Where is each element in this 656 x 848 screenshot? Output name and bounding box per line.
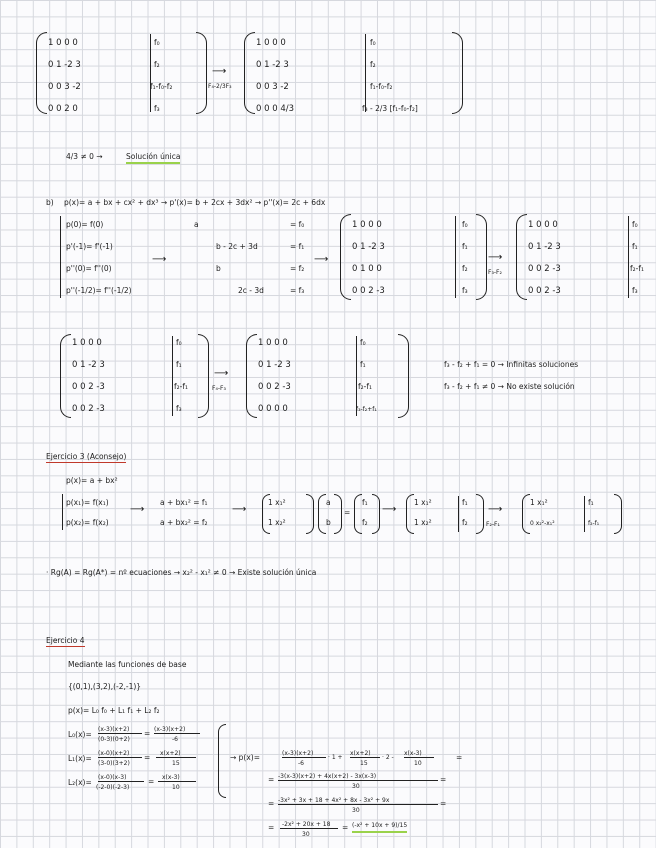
r4-den: 30 [302, 831, 310, 838]
m6-row-4: 0 0 0 0 [258, 404, 288, 414]
r1-a-num: (x-3)(x+2) [282, 750, 314, 757]
arrow-icon: ⟶ [214, 368, 229, 379]
augment-bar [365, 34, 366, 112]
m4-row-3: 0 0 2 -3 [528, 264, 561, 274]
m5-rhs-4: f₃ [176, 404, 182, 413]
L2-num: (x-0)(x-3) [98, 774, 127, 781]
augment-bar [628, 216, 629, 298]
system-brace [60, 216, 61, 298]
ej4-points: {(0,1),(3,2),(-2,-1)} [68, 682, 142, 691]
m4-rhs-1: f₀ [632, 220, 638, 229]
r4-result: (-x² + 10x + 9)/15 [352, 821, 407, 833]
ej3-mB-row-2: 1 x₂² [414, 518, 432, 527]
L0-label: L₀(x)= [68, 730, 92, 739]
sys-rhs-1: = f₀ [290, 220, 305, 229]
m6-rhs-4: f₃-f₂+f₁ [356, 406, 377, 413]
r1-c-num: x(x-3) [404, 750, 422, 757]
arrow-icon: ⟶ [152, 254, 167, 265]
m5-row-4: 0 0 2 -3 [72, 404, 105, 414]
L0-den: (0-3)(0+2) [98, 736, 130, 743]
row-op-1: F₄-2/3F₃ [208, 83, 232, 90]
r3-den: 30 [352, 807, 360, 814]
ej3-mB-rhs-1: f₁ [462, 498, 468, 507]
ej3-eq-2: a + bx₂² = f₂ [160, 518, 208, 527]
m5-rhs-2: f₁ [176, 360, 182, 369]
m6-rhs-2: f₁ [360, 360, 366, 369]
conclusion-infinite: f₃ - f₂ + f₁ = 0 → Infinitas soluciones [444, 360, 579, 369]
fraction-bar [98, 733, 142, 734]
L2-label: L₂(x)= [68, 778, 92, 787]
ej4-px: p(x)= L₀ f₀ + L₁ f₁ + L₂ f₂ [68, 706, 160, 715]
L1-den2: 15 [172, 760, 180, 767]
ej3-mC-rhs-1: f₁ [588, 498, 594, 507]
bracket-left [36, 32, 47, 114]
bracket-right [196, 32, 207, 114]
augment-bar [455, 216, 456, 298]
m5-row-3: 0 0 2 -3 [72, 382, 105, 392]
m6-row-2: 0 1 -2 3 [258, 360, 291, 370]
part-b-header: p(x)= a + bx + cx² + dx³ → p'(x)= b + 2cx + 3dx² → p''(x)= 2c + 6dx [64, 198, 326, 207]
ej3-mC-rhs-2: f₂-f₁ [588, 520, 600, 527]
m2-rhs-2: f₂ [370, 60, 376, 69]
bracket-left [516, 214, 527, 300]
L1-label: L₁(x)= [68, 754, 92, 763]
L0-den2: -6 [172, 736, 178, 743]
ej3-mA-row-2: 1 x₂² [268, 518, 286, 527]
bracket-right [476, 494, 484, 534]
bracket-right [452, 32, 463, 114]
r1-mid2: · 2 - [382, 754, 394, 761]
m6-row-3: 0 0 2 -3 [258, 382, 291, 392]
fraction-bar [98, 781, 144, 782]
m6-rhs-3: f₂-f₁ [358, 382, 373, 391]
m6-rhs-1: f₀ [360, 338, 366, 347]
m1-rhs-1: f₀ [154, 38, 160, 47]
conclusion-none: f₃ - f₂ + f₁ ≠ 0 → No existe solución [444, 382, 575, 391]
fraction-bar [158, 781, 196, 782]
bracket-right [476, 214, 487, 300]
bracket-right [306, 494, 314, 534]
m3-row-2: 0 1 -2 3 [352, 242, 385, 252]
arrow-icon: ⟶ [488, 252, 503, 263]
r1-b-den: 15 [360, 760, 368, 767]
arrow-icon: ⟶ [382, 504, 397, 515]
bracket-left [354, 494, 362, 534]
ej3-cond-1: p(x₁)= f(x₁) [66, 498, 109, 507]
sys-rhs-2: = f₁ [290, 242, 305, 251]
L1-den: (3-0)(3+2) [98, 760, 130, 767]
fraction-bar [350, 757, 380, 758]
m4-row-1: 1 0 0 0 [528, 220, 558, 230]
m2-rhs-1: f₀ [370, 38, 376, 47]
m6-row-1: 1 0 0 0 [258, 338, 288, 348]
m1-rhs-2: f₂ [154, 60, 160, 69]
augment-bar [150, 34, 151, 112]
system-brace [62, 494, 63, 530]
r1-a-den: -6 [298, 760, 304, 767]
m2-row-3: 0 0 3 -2 [256, 82, 289, 92]
m4-rhs-2: f₁ [632, 242, 638, 251]
arrow-icon: ⟶ [130, 504, 145, 515]
bracket-right [614, 494, 622, 534]
m2-row-1: 1 0 0 0 [256, 38, 286, 48]
L0-equals: = [144, 729, 151, 738]
bracket-right [372, 494, 380, 534]
r4-num: -2x² + 20x + 18 [282, 821, 331, 828]
fraction-bar [404, 757, 434, 758]
bracket-left [60, 334, 71, 418]
r2-equals: = [268, 775, 275, 784]
m5-rhs-3: f₂-f₁ [174, 382, 189, 391]
m1-row-3: 0 0 3 -2 [48, 82, 81, 92]
L0-num: (x-3)(x+2) [98, 726, 130, 733]
arrow-icon: ⟶ [232, 504, 247, 515]
r2-den: 30 [352, 783, 360, 790]
brace-icon [218, 724, 226, 798]
L1-num2: x(x+2) [160, 750, 181, 757]
L2-den2: 10 [172, 784, 180, 791]
m4-row-2: 0 1 -2 3 [528, 242, 561, 252]
m2-row-4: 0 0 0 4/3 [256, 104, 295, 114]
m3-row-4: 0 0 2 -3 [352, 286, 385, 296]
r3-num: -3x² + 3x + 18 + 4x² + 8x - 3x² + 9x [278, 797, 390, 804]
augment-bar [458, 496, 459, 532]
fraction-bar [282, 757, 326, 758]
r1-b-num: x(x+2) [350, 750, 371, 757]
ej3-rank-conclusion: · Rg(A) = Rg(A*) = nº ecuaciones → x₂² - x₁² ≠ 0 → Existe solución única [46, 568, 317, 577]
r1-end: = [456, 753, 463, 762]
m3-rhs-3: f₂ [462, 264, 468, 273]
r4-eq: = [342, 823, 349, 832]
r3-end: = [440, 799, 447, 808]
m2-rhs-3: f₁-f₀-f₂ [370, 82, 393, 91]
ej3-p: p(x)= a + bx² [66, 476, 118, 485]
m3-row-3: 0 1 0 0 [352, 264, 382, 274]
bracket-right [198, 334, 209, 418]
row-op-2: F₃-F₂ [488, 269, 502, 276]
ej3-mB-rhs-2: f₂ [462, 518, 468, 527]
ej4-title: Ejercicio 4 [46, 636, 85, 645]
sys-lhs-4: 2c - 3d [238, 286, 264, 295]
m5-row-2: 0 1 -2 3 [72, 360, 105, 370]
L2-num2: x(x-3) [162, 774, 180, 781]
arrow-icon: ⟶ [314, 254, 329, 265]
m3-rhs-4: f₃ [462, 286, 468, 295]
m4-row-4: 0 0 2 -3 [528, 286, 561, 296]
bracket-left [522, 494, 530, 534]
sys-lhs-3: b [216, 264, 221, 273]
cond-1: p(0)= f(0) [66, 220, 104, 229]
r1-mid: · 1 + [328, 754, 343, 761]
cond-2: p'(-1)= f'(-1) [66, 242, 113, 251]
m4-rhs-4: f₃ [632, 286, 638, 295]
m3-rhs-1: f₀ [462, 220, 468, 229]
m3-row-1: 1 0 0 0 [352, 220, 382, 230]
bracket-left [406, 494, 414, 534]
ej3-vf-2: f₂ [362, 518, 368, 527]
augment-bar [356, 336, 357, 416]
bracket-left [244, 32, 255, 114]
ej3-mB-row-1: 1 x₁² [414, 498, 432, 507]
row-op-3: F₄-F₃ [212, 385, 226, 392]
cond-3: p''(0)= f''(0) [66, 264, 112, 273]
m1-row-1: 1 0 0 0 [48, 38, 78, 48]
ej3-title: Ejercicio 3 (Aconsejo) [46, 452, 127, 461]
r1-pre: → p(x)= [230, 753, 261, 762]
sys-lhs-2: b - 2c + 3d [216, 242, 258, 251]
m1-rhs-4: f₃ [154, 104, 160, 113]
ej4-line1: Mediante las funciones de base [68, 660, 187, 669]
m1-row-2: 0 1 -2 3 [48, 60, 81, 70]
equals-sign: = [344, 508, 351, 517]
arrow-icon: ⟶ [212, 66, 227, 77]
ej3-mC-row-2: 0 x₂²-x₁² [530, 520, 555, 527]
r4-equals: = [268, 823, 275, 832]
ej3-eq-1: a + bx₁² = f₁ [160, 498, 208, 507]
L1-equals: = [144, 753, 151, 762]
part-b-label: b) [46, 198, 54, 207]
ej3-vf-1: f₁ [362, 498, 368, 507]
m5-row-1: 1 0 0 0 [72, 338, 102, 348]
ej3-mC-row-1: 1 x₁² [530, 498, 548, 507]
sys-rhs-3: = f₂ [290, 264, 305, 273]
r1-c-den: 10 [414, 760, 422, 767]
arrow-icon: ⟶ [488, 504, 503, 515]
m5-rhs-1: f₀ [176, 338, 182, 347]
L2-den: (-2-0)(-2-3) [96, 784, 130, 791]
bracket-right [398, 334, 409, 418]
m4-rhs-3: f₂-f₁ [630, 264, 645, 273]
bracket-left [340, 214, 351, 300]
L1-num: (x-0)(x+2) [98, 750, 130, 757]
r2-num: -3(x-3)(x+2) + 4x(x+2) - 3x(x-3) [278, 773, 377, 780]
r2-end: = [440, 775, 447, 784]
L2-equals: = [148, 777, 155, 786]
sys-lhs-1: a [194, 220, 199, 229]
bracket-left [318, 494, 326, 534]
ej3-mA-row-1: 1 x₁² [268, 498, 286, 507]
fraction-bar [98, 757, 142, 758]
m1-row-4: 0 0 2 0 [48, 104, 78, 114]
m3-rhs-2: f₁ [462, 242, 468, 251]
ej3-row-op: F₂-F₁ [486, 521, 500, 528]
fraction-bar [280, 828, 338, 829]
sys-rhs-4: = f₃ [290, 286, 305, 295]
augment-bar [172, 336, 173, 416]
bracket-left [246, 334, 257, 418]
ej3-cond-2: p(x₂)= f(x₂) [66, 518, 109, 527]
r3-equals: = [268, 799, 275, 808]
cond-4: p''(-1/2)= f''(-1/2) [66, 286, 132, 295]
L0-num2: (x-3)(x+2) [154, 726, 186, 733]
ej3-vx-2: b [326, 518, 331, 527]
fraction-bar [278, 804, 438, 805]
m2-row-2: 0 1 -2 3 [256, 60, 289, 70]
fraction-bar [278, 780, 438, 781]
augment-bar [584, 496, 585, 532]
fraction-bar [154, 733, 200, 734]
note-nonzero: 4/3 ≠ 0 → [66, 152, 103, 161]
ej3-vx-1: a [326, 498, 331, 507]
fraction-bar [156, 757, 196, 758]
m2-rhs-4: f₃ - 2/3 [f₁-f₀-f₂] [362, 104, 418, 113]
note-unique-solution: Solución única [126, 152, 180, 164]
m1-rhs-3: f₁-f₀-f₂ [150, 82, 173, 91]
bracket-right [334, 494, 342, 534]
